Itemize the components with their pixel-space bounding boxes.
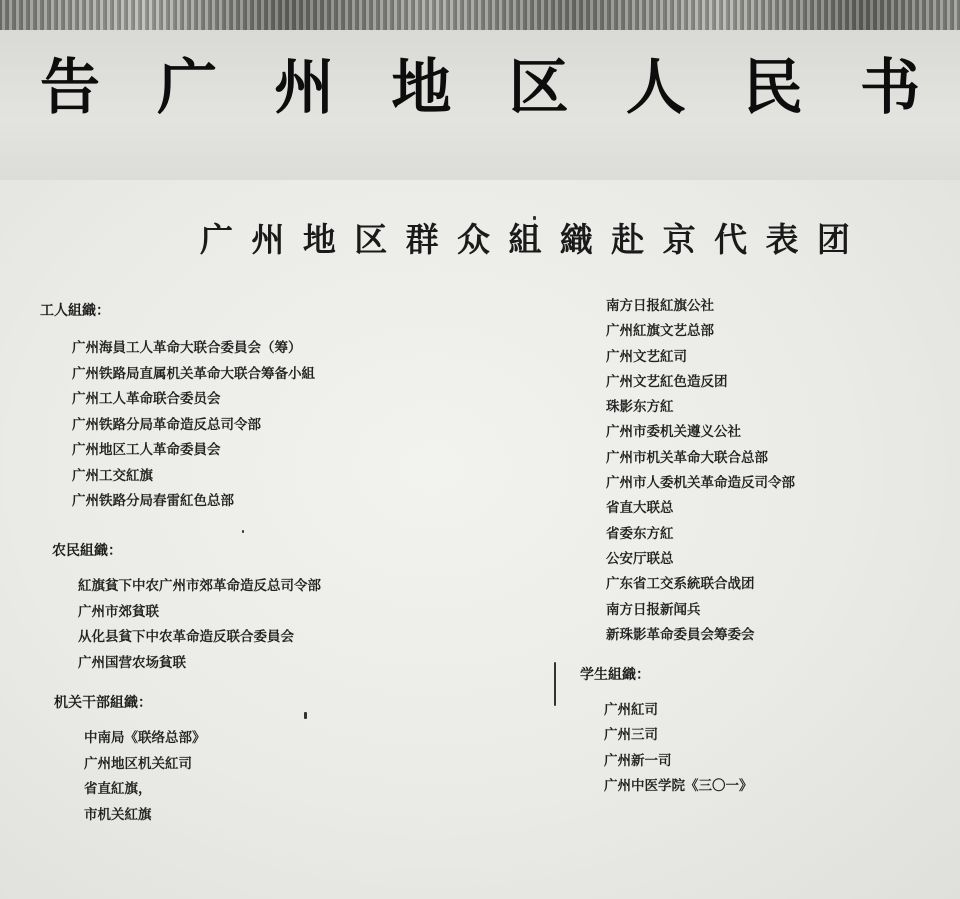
workers-heading: 工人組織： xyxy=(40,303,110,319)
subtitle-char: 群 xyxy=(405,219,439,259)
headline-char: 州 xyxy=(274,53,335,123)
list-item: 广州工交紅旗 xyxy=(72,467,153,484)
list-item: 广州三司 xyxy=(604,727,658,744)
list-item: 广州文艺紅色造反团 xyxy=(606,373,728,390)
list-item: 紅旗貧下中农广州市郊革命造反总司令部 xyxy=(78,578,321,594)
list-item: 广州国营农场貧联 xyxy=(78,654,186,671)
headline-char: 书 xyxy=(859,53,920,123)
list-item: 广州工人革命联合委员会 xyxy=(72,391,221,407)
list-item: 广州紅司 xyxy=(604,702,658,718)
students-heading: 学生組織： xyxy=(580,667,650,683)
list-item: 新珠影革命委員会筹委会 xyxy=(606,626,755,643)
peasants-list xyxy=(78,574,321,676)
ink-mark xyxy=(554,662,556,706)
list-item: 广州铁路分局春雷紅色总部 xyxy=(72,493,234,509)
list-item: 省委东方紅 xyxy=(606,525,674,542)
list-item: 珠影东方紅 xyxy=(606,399,674,416)
list-item: 公安厅联总 xyxy=(606,550,674,567)
ink-speck xyxy=(242,530,244,533)
list-item: 广州海員工人革命大联合委員会（筹） xyxy=(72,340,302,356)
list-item: 从化县貧下中农革命造反联合委員会 xyxy=(78,629,294,645)
list-item: 省直大联总 xyxy=(606,500,674,517)
headline-char: 告 xyxy=(40,53,100,123)
workers-list xyxy=(72,336,315,515)
subtitle-char: 团 xyxy=(816,219,850,259)
subtitle-char: 广 xyxy=(200,219,233,259)
subtitle-char: 京 xyxy=(662,219,696,259)
list-item: 南方日报新闻兵 xyxy=(606,601,701,618)
list-item: 南方日报紅旗公社 xyxy=(606,298,714,314)
subtitle-char: 代 xyxy=(714,219,748,259)
list-item: 广州地区工人革命委員会 xyxy=(72,442,221,458)
subtitle xyxy=(200,212,850,262)
subtitle-char: 州 xyxy=(251,219,285,259)
list-item: 广州铁路分局革命造反总司令部 xyxy=(72,416,261,433)
headline xyxy=(40,48,920,128)
list-item: 广州地区机关紅司 xyxy=(84,755,192,772)
headline-char: 区 xyxy=(508,53,569,123)
cadres-heading: 机关干部組織： xyxy=(54,695,152,711)
subtitle-char: 赴 xyxy=(611,219,645,259)
headline-char: 广 xyxy=(157,53,218,123)
list-item: 广州市机关革命大联合总部 xyxy=(606,449,768,466)
list-item: 广东省工交系統联合战团 xyxy=(606,576,755,593)
headline-char: 民 xyxy=(742,53,803,123)
subtitle-char: 組 xyxy=(508,219,542,259)
list-item: 广州中医学院《三〇一》 xyxy=(604,777,753,794)
subtitle-char: 众 xyxy=(457,219,491,259)
subtitle-char: 織 xyxy=(559,219,593,259)
list-item: 广州文艺紅司 xyxy=(606,348,687,365)
cadres-list xyxy=(84,726,206,828)
list-item: 广州市郊貧联 xyxy=(78,603,159,620)
list-item: 中南局《联络总部》 xyxy=(84,730,206,746)
subtitle-char: 区 xyxy=(354,219,388,259)
headline-char: 人 xyxy=(625,53,686,123)
other-organizations-list xyxy=(606,294,795,648)
peasants-heading: 农民組織： xyxy=(52,543,122,559)
list-item: 广州新一司 xyxy=(604,752,672,769)
list-item: 广州铁路局直属机关革命大联合筹备小組 xyxy=(72,365,315,382)
ink-speck xyxy=(533,216,536,220)
subtitle-char: 表 xyxy=(765,219,799,259)
list-item: 市机关紅旗 xyxy=(84,806,152,823)
subtitle-char: 地 xyxy=(302,219,336,259)
photo-top-strip xyxy=(0,0,960,30)
headline-char: 地 xyxy=(391,53,452,123)
list-item: 广州市委机关遵义公社 xyxy=(606,424,741,441)
list-item: 广州市人委机关革命造反司令部 xyxy=(606,475,795,492)
ink-speck xyxy=(304,712,307,719)
list-item: 广州紅旗文艺总部 xyxy=(606,323,714,340)
students-list xyxy=(604,698,753,799)
list-item: 省直紅旗， xyxy=(84,781,152,797)
